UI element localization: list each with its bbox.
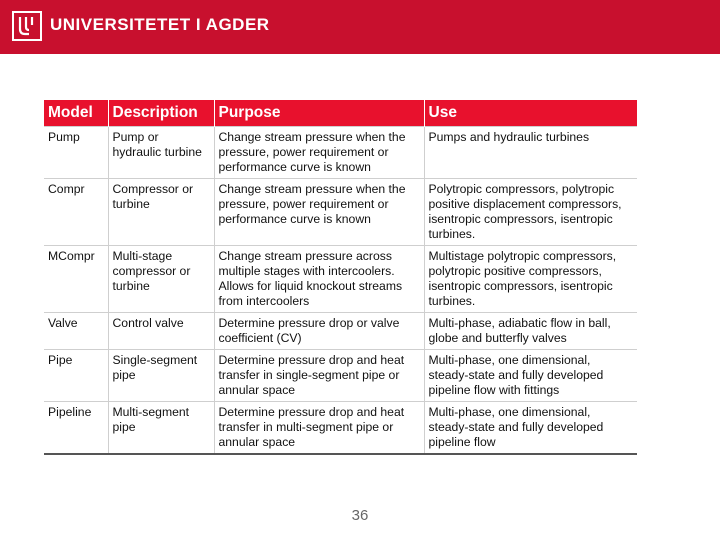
column-header-description: Description [108, 100, 214, 127]
cell-purpose: Determine pressure drop and heat transfer in multi-segment pipe or annular space [214, 402, 424, 455]
cell-use: Multi-phase, one dimensional, steady-state and fully developed pipeline flow with fittings [424, 350, 637, 402]
cell-purpose: Determine pressure drop or valve coefficient (CV) [214, 313, 424, 350]
cell-description: Control valve [108, 313, 214, 350]
uia-logo-icon [12, 11, 42, 41]
table-row [44, 313, 637, 350]
column-header-purpose: Purpose [214, 100, 424, 127]
cell-description: Compressor or turbine [108, 179, 214, 246]
brand-name: UNIVERSITETET I AGDER [50, 15, 270, 34]
table-row [44, 350, 637, 402]
cell-description: Single-segment pipe [108, 350, 214, 402]
cell-model: Pipe [44, 350, 108, 402]
cell-model: Pipeline [44, 402, 108, 455]
table-row [44, 402, 637, 455]
cell-purpose: Change stream pressure across multiple stages with intercoolers. Allows for liquid knockout streams from intercoolers [214, 246, 424, 313]
cell-model: Pump [44, 127, 108, 179]
cell-description: Multi-segment pipe [108, 402, 214, 455]
cell-model: Valve [44, 313, 108, 350]
model-table-container [44, 100, 637, 455]
cell-model: MCompr [44, 246, 108, 313]
cell-use: Polytropic compressors, polytropic positive displacement compressors, isentropic compressors, isentropic turbines. [424, 179, 637, 246]
column-header-model: Model [44, 100, 108, 127]
column-header-use: Use [424, 100, 637, 127]
table-row [44, 246, 637, 313]
table-row [44, 179, 637, 246]
cell-purpose: Change stream pressure when the pressure, power requirement or performance curve is known [214, 179, 424, 246]
table-header-row [44, 100, 637, 127]
cell-model: Compr [44, 179, 108, 246]
cell-purpose: Determine pressure drop and heat transfer in single-segment pipe or annular space [214, 350, 424, 402]
cell-use: Multi-phase, adiabatic flow in ball, globe and butterfly valves [424, 313, 637, 350]
cell-purpose: Change stream pressure when the pressure, power requirement or performance curve is known [214, 127, 424, 179]
header-bar [0, 0, 720, 54]
cell-use: Multistage polytropic compressors, polytropic positive compressors, isentropic compressors, isentropic turbines. [424, 246, 637, 313]
cell-use: Multi-phase, one dimensional, steady-state and fully developed pipeline flow [424, 402, 637, 455]
page-number: 36 [351, 507, 369, 524]
cell-description: Multi-stage compressor or turbine [108, 246, 214, 313]
cell-description: Pump or hydraulic turbine [108, 127, 214, 179]
model-table [44, 100, 637, 455]
table-row [44, 127, 637, 179]
cell-use: Pumps and hydraulic turbines [424, 127, 637, 179]
